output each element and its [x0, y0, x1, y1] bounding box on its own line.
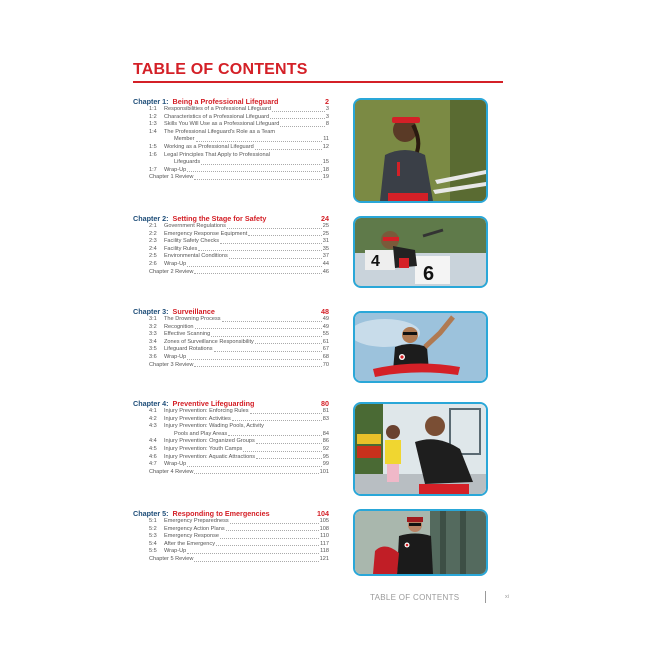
chapter-page: 80 [321, 399, 329, 408]
toc-entry[interactable] [133, 316, 329, 324]
review-page: 121 [319, 555, 329, 562]
chapter-label: Chapter 1: [133, 97, 169, 106]
leader-dots [227, 227, 322, 229]
leader-dots [230, 522, 319, 524]
entry-page: 37 [322, 253, 329, 260]
entry-page: 83 [322, 415, 329, 422]
toc-entry[interactable] [133, 253, 329, 261]
review-text: Chapter 5 Review [149, 555, 194, 562]
chapter-review-entry[interactable] [133, 469, 329, 477]
review-text: Chapter 2 Review [149, 268, 194, 275]
chapter-heading[interactable] [133, 307, 329, 316]
leader-dots [216, 544, 319, 546]
toc-entry[interactable] [133, 324, 329, 332]
chapter-label: Chapter 3: [133, 307, 169, 316]
entry-page: 108 [319, 525, 329, 532]
chapter-3-photo [353, 311, 488, 383]
entry-page: 117 [320, 540, 329, 547]
leader-dots [194, 174, 321, 180]
toc-entry[interactable] [133, 129, 329, 137]
chapter-1-photo [353, 98, 488, 203]
entry-text: Injury Prevention: Activities [164, 415, 231, 422]
footer-label: TABLE OF CONTENTS [370, 593, 460, 602]
toc-entry[interactable] [133, 121, 329, 129]
entry-text: Lifeguard Rotations [164, 346, 213, 353]
entry-text: Recognition [164, 323, 194, 330]
entry-number: 1:6 [149, 151, 157, 158]
entry-text: Injury Prevention: Wading Pools, Activity [164, 423, 264, 430]
lifeguard-lifejacket-image [355, 404, 486, 494]
entry-text: The Drowning Process [164, 316, 221, 322]
entry-page: 68 [322, 353, 329, 360]
chapter-page: 104 [317, 509, 329, 518]
entry-page: 86 [322, 438, 329, 445]
toc-entry-continued[interactable] [133, 159, 329, 167]
entry-page: 44 [322, 260, 329, 267]
entry-text: Emergency Response [164, 533, 220, 540]
lifeguard-pointing-image [355, 313, 486, 381]
entry-number: 4:2 [149, 415, 157, 422]
entry-number: 2:5 [149, 253, 157, 260]
toc-entry[interactable] [133, 533, 329, 541]
entry-number: 4:1 [149, 408, 157, 414]
entry-text: Emergency Action Plans [164, 525, 225, 532]
chapter-5-photo [353, 509, 488, 576]
chapter-5 [133, 509, 329, 564]
chapter-title: Setting the Stage for Safety [172, 214, 267, 223]
review-text: Chapter 1 Review [149, 174, 194, 181]
chapter-review-entry[interactable] [133, 556, 329, 564]
toc-entry[interactable] [133, 446, 329, 454]
leader-dots [226, 529, 319, 531]
entry-text: Skills You Will Use as a Professional Lifeguard [164, 121, 280, 128]
entry-text: Injury Prevention: Youth Camps [164, 445, 243, 452]
review-page: 46 [322, 268, 329, 275]
toc-entry[interactable] [133, 461, 329, 469]
chapter-title: Responding to Emergencies [172, 509, 270, 518]
leader-dots [187, 552, 319, 554]
entry-page: 25 [322, 223, 329, 229]
toc-entry-continued[interactable] [133, 136, 329, 144]
entry-page: 15 [322, 159, 329, 166]
review-page: 19 [322, 174, 329, 181]
entry-page: 18 [322, 166, 329, 173]
toc-entry[interactable] [133, 339, 329, 347]
chapter-review-entry[interactable] [133, 269, 329, 277]
toc-entry[interactable] [133, 408, 329, 416]
leader-dots [211, 335, 322, 337]
entry-text: Injury Prevention: Enforcing Rules [164, 408, 249, 414]
entry-page: 25 [322, 230, 329, 237]
leader-dots [220, 537, 319, 539]
entry-text: After the Emergency [164, 540, 215, 547]
leader-dots [220, 242, 322, 244]
toc-entry[interactable] [133, 152, 329, 160]
entry-text: Emergency Preparedness [164, 518, 229, 524]
toc-entry[interactable] [133, 246, 329, 254]
entry-text-continued: Pools and Play Areas [174, 430, 228, 437]
chapter-title: Preventive Lifeguarding [172, 399, 255, 408]
entry-number: 3:4 [149, 338, 157, 345]
leader-dots [187, 170, 321, 172]
entry-page: 11 [323, 136, 329, 143]
entry-number: 5:3 [149, 533, 157, 540]
chapter-heading[interactable] [133, 97, 329, 106]
leader-dots [187, 265, 321, 267]
entry-number: 5:1 [149, 518, 157, 524]
toc-entry[interactable] [133, 438, 329, 446]
footer-divider [485, 591, 486, 603]
entry-number: 1:7 [149, 166, 157, 173]
entry-number: 1:5 [149, 143, 157, 150]
leader-dots [187, 358, 321, 360]
chapter-2 [133, 214, 329, 276]
entry-text: Zones of Surveillance Responsibility [164, 338, 254, 345]
chapter-title: Surveillance [172, 307, 215, 316]
chapter-review-entry[interactable] [133, 362, 329, 370]
entry-text: Effective Scanning [164, 331, 211, 338]
leader-dots [255, 148, 322, 150]
title-rule [133, 81, 503, 83]
leader-dots [256, 457, 322, 459]
toc-entry[interactable] [133, 261, 329, 269]
leader-dots [195, 327, 322, 329]
entry-text: Characteristics of a Professional Lifeguard [164, 113, 270, 120]
footer-page-number: xi [505, 594, 509, 600]
leader-dots [232, 419, 322, 421]
leader-dots [194, 556, 318, 562]
toc-entry[interactable] [133, 526, 329, 534]
chapter-label: Chapter 5: [133, 509, 169, 518]
page-title: TABLE OF CONTENTS [133, 61, 308, 78]
entry-page: 8 [325, 121, 329, 128]
leader-dots [248, 234, 321, 236]
chapter-1 [133, 97, 329, 182]
entry-text: Responsibilities of a Professional Lifeguard [164, 106, 271, 112]
entry-number: 5:4 [149, 540, 157, 547]
entry-number: 2:1 [149, 223, 157, 229]
entry-text: Facility Rules [164, 245, 198, 252]
chapter-page: 24 [321, 214, 329, 223]
toc-entry[interactable] [133, 541, 329, 549]
entry-number: 3:1 [149, 316, 157, 322]
toc-entry[interactable] [133, 114, 329, 122]
chapter-review-entry[interactable] [133, 174, 329, 182]
chapter-heading[interactable] [133, 214, 329, 223]
entry-page: 99 [322, 461, 329, 468]
entry-number: 1:2 [149, 113, 157, 120]
entry-text-continued: Member [174, 136, 195, 143]
toc-entry[interactable] [133, 231, 329, 239]
entry-number: 3:6 [149, 353, 157, 360]
entry-page: 49 [322, 316, 329, 322]
entry-number: 4:4 [149, 438, 157, 445]
entry-page: 118 [320, 548, 329, 555]
toc-entry[interactable] [133, 238, 329, 246]
entry-text: Legal Principles That Apply to Professional [164, 151, 270, 158]
chapter-3 [133, 307, 329, 369]
entry-number: 4:7 [149, 461, 157, 468]
entry-text: Government Regulations [164, 223, 226, 229]
review-page: 70 [322, 361, 329, 368]
entry-number: 4:6 [149, 453, 157, 460]
svg-text:4: 4 [371, 253, 380, 270]
entry-number: 1:4 [149, 128, 157, 135]
leader-dots [201, 159, 322, 165]
chapter-2-photo [353, 216, 488, 288]
lifeguard-walking-image [355, 511, 486, 574]
entry-number: 4:3 [149, 423, 157, 430]
review-page: 101 [319, 468, 329, 475]
entry-page: 81 [322, 408, 329, 414]
leader-dots [272, 110, 325, 112]
lifeguard-visor-image [355, 100, 486, 201]
entry-page: 67 [322, 346, 329, 353]
entry-number: 2:4 [149, 245, 157, 252]
entry-number: 1:3 [149, 121, 157, 128]
entry-page: 35 [322, 245, 329, 252]
entry-number: 3:3 [149, 331, 157, 338]
chapter-page: 48 [321, 307, 329, 316]
chapter-heading[interactable] [133, 399, 329, 408]
toc-entry[interactable] [133, 548, 329, 556]
leader-dots [270, 117, 325, 119]
entry-text: Wrap-Up [164, 260, 187, 267]
lifeguard-starting-blocks-image [355, 218, 486, 286]
toc-entry[interactable] [133, 518, 329, 526]
leader-dots [194, 269, 321, 275]
toc-entry[interactable] [133, 106, 329, 114]
leader-dots [214, 350, 322, 352]
entry-number: 4:5 [149, 445, 157, 452]
entry-number: 5:5 [149, 548, 157, 555]
toc-entry[interactable] [133, 223, 329, 231]
entry-page: 3 [325, 106, 329, 112]
toc-entry[interactable] [133, 167, 329, 175]
entry-page: 84 [322, 430, 329, 437]
entry-text: Facility Safety Checks [164, 238, 220, 245]
leader-dots [228, 431, 322, 437]
entry-text: Environmental Conditions [164, 253, 228, 260]
entry-text: Emergency Response Equipment [164, 230, 248, 237]
leader-dots [256, 442, 322, 444]
toc-entry[interactable] [133, 423, 329, 431]
leader-dots [222, 320, 322, 322]
chapter-4-photo [353, 402, 488, 496]
entry-page: 105 [319, 518, 329, 524]
toc-entry[interactable] [133, 144, 329, 152]
leader-dots [255, 342, 322, 344]
leader-dots [250, 412, 322, 414]
chapter-page: 2 [325, 97, 329, 106]
leader-dots [229, 257, 322, 259]
toc-entry[interactable] [133, 346, 329, 354]
entry-text: Wrap-Up [164, 548, 187, 555]
toc-entry-continued[interactable] [133, 431, 329, 439]
leader-dots [280, 125, 325, 127]
leader-dots [196, 136, 323, 142]
entry-number: 5:2 [149, 525, 157, 532]
toc-entry[interactable] [133, 354, 329, 362]
toc-entry[interactable] [133, 454, 329, 462]
leader-dots [194, 362, 321, 368]
leader-dots [198, 249, 322, 251]
entry-text: The Professional Lifeguard's Role as a Team [164, 128, 276, 135]
entry-page: 49 [322, 323, 329, 330]
entry-text: Wrap-Up [164, 353, 187, 360]
entry-page: 110 [320, 533, 329, 540]
entry-text: Injury Prevention: Aquatic Attractions [164, 453, 256, 460]
entry-text: Working as a Professional Lifeguard [164, 143, 254, 150]
entry-number: 1:1 [149, 106, 157, 112]
entry-text: Wrap-Up [164, 166, 187, 173]
entry-page: 95 [322, 453, 329, 460]
leader-dots [187, 465, 321, 467]
chapter-4 [133, 399, 329, 476]
entry-page: 31 [322, 238, 329, 245]
entry-text-continued: Lifeguards [174, 159, 201, 166]
entry-number: 2:2 [149, 230, 157, 237]
chapter-heading[interactable] [133, 509, 329, 518]
entry-page: 61 [322, 338, 329, 345]
toc-entry[interactable] [133, 331, 329, 339]
toc-entry[interactable] [133, 416, 329, 424]
chapter-title: Being a Professional Lifeguard [172, 97, 279, 106]
chapter-label: Chapter 4: [133, 399, 169, 408]
entry-number: 3:5 [149, 346, 157, 353]
entry-text: Wrap-Up [164, 461, 187, 468]
chapter-label: Chapter 2: [133, 214, 169, 223]
entry-number: 2:6 [149, 260, 157, 267]
entry-number: 2:3 [149, 238, 157, 245]
leader-dots [194, 469, 318, 475]
review-text: Chapter 3 Review [149, 361, 194, 368]
leader-dots [243, 450, 321, 452]
entry-number: 3:2 [149, 323, 157, 330]
entry-page: 12 [322, 143, 329, 150]
entry-text: Injury Prevention: Organized Groups [164, 438, 255, 445]
entry-page: 55 [322, 331, 329, 338]
entry-page: 3 [325, 113, 329, 120]
svg-text:6: 6 [423, 263, 435, 285]
review-text: Chapter 4 Review [149, 468, 194, 475]
entry-page: 92 [322, 445, 329, 452]
